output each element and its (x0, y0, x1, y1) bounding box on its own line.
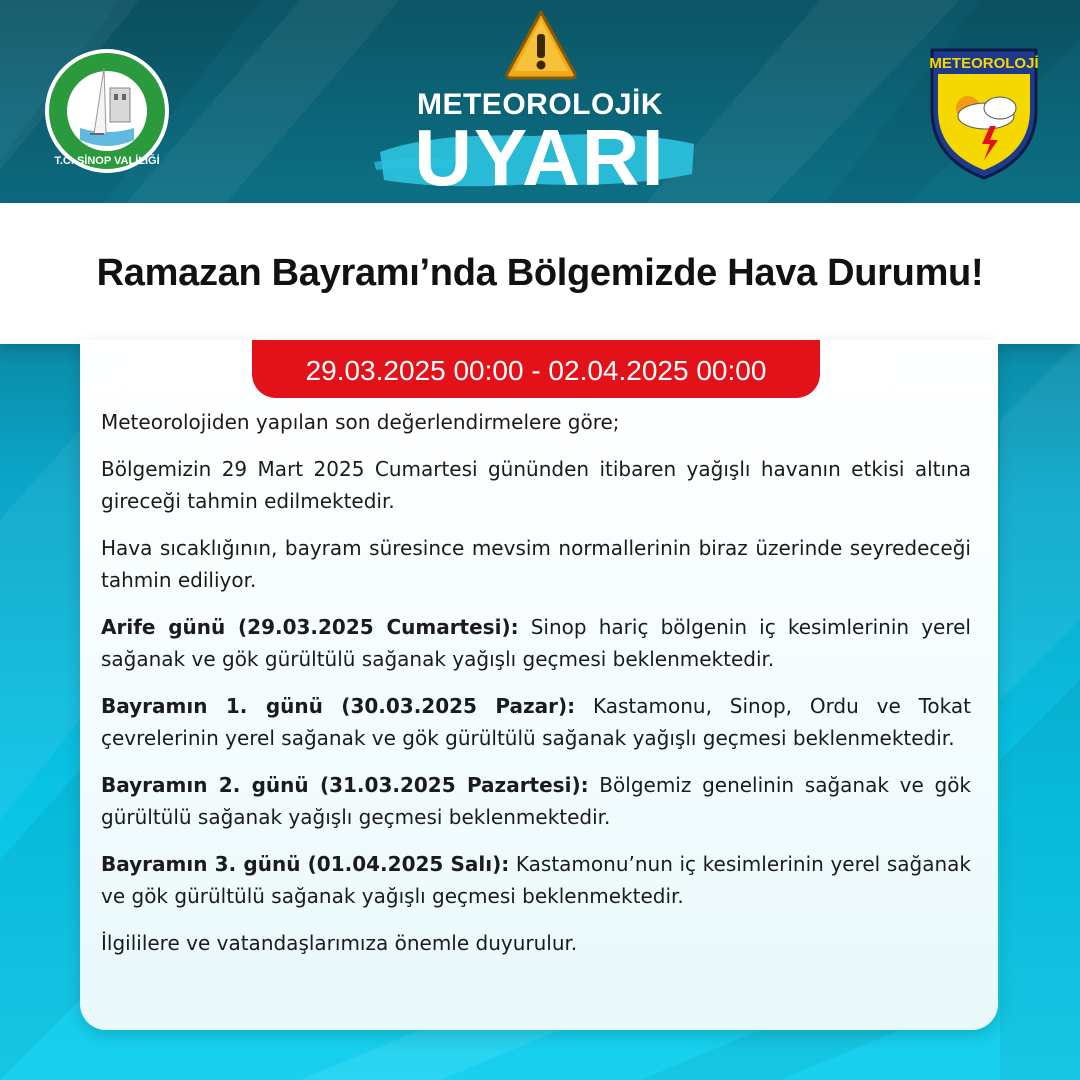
intro-paragraph: Meteorolojiden yapılan son değerlendirmelere göre; (101, 410, 620, 434)
meteoroloji-logo (928, 46, 1040, 182)
title-meteorolojik: METEOROLOJİK (416, 88, 663, 121)
day-forecast-3 (101, 848, 971, 913)
temperature-paragraph: Hava sıcaklığının, bayram süresince mevsim normallerinin biraz üzerinde seyredeceği tahmin ediliyor. (101, 535, 971, 592)
title-uyari: UYARI (414, 113, 666, 202)
header (0, 0, 1080, 205)
sinop-valiligi-logo (44, 48, 170, 174)
forecast-paragraph: Bölgemizin 29 Mart 2025 Cumartesi gününden itibaren yağışlı havanın etkisi altına gireceği tahmin edilmektedir. (101, 456, 971, 513)
day-text: Bölgemiz genelinin sağanak ve gök gürültülü sağanak yağışlı geçmesi beklenmektedir. (101, 772, 972, 829)
bulletin-text (101, 406, 971, 973)
warning-icon (504, 8, 578, 80)
day-text: Kastamonu’nun iç kesimlerinin yerel sağanak ve gök gürültülü sağanak yağışlı geçmesi beklenmektedir. (101, 851, 971, 908)
day-forecast-2 (101, 769, 971, 834)
day-forecast-arife (101, 611, 971, 676)
svg-text:T.C. SİNOP VALİLİĞİ: T.C. SİNOP VALİLİĞİ (54, 155, 160, 167)
headline-band (0, 203, 1080, 344)
day-label: Bayramın 2. günü (31.03.2025 Pazartesi): (101, 772, 589, 797)
closing-paragraph: İlgililere ve vatandaşlarımıza önemle duyurulur. (101, 930, 578, 955)
day-label: Bayramın 3. günü (01.04.2025 Salı): (101, 851, 510, 876)
day-label: Bayramın 1. günü (30.03.2025 Pazar): (101, 693, 576, 718)
day-forecast-1 (101, 690, 971, 755)
day-text: Kastamonu, Sinop, Ordu ve Tokat çevrelerinin yerel sağanak ve gök gürültülü sağanak yağışlı geçmesi beklenmektedir. (101, 693, 971, 750)
day-label: Arife günü (29.03.2025 Cumartesi): (101, 614, 519, 639)
headline: Ramazan Bayramı’nda Bölgemizde Hava Durumu! (96, 252, 984, 294)
day-text: Sinop hariç bölgenin iç kesimlerinin yerel sağanak ve gök gürültülü sağanak yağışlı geçmesi beklenmektedir. (101, 614, 971, 671)
svg-text:METEOROLOJİ: METEOROLOJİ (929, 55, 1039, 72)
date-range-badge: 29.03.2025 00:00 - 02.04.2025 00:00 (252, 340, 820, 398)
